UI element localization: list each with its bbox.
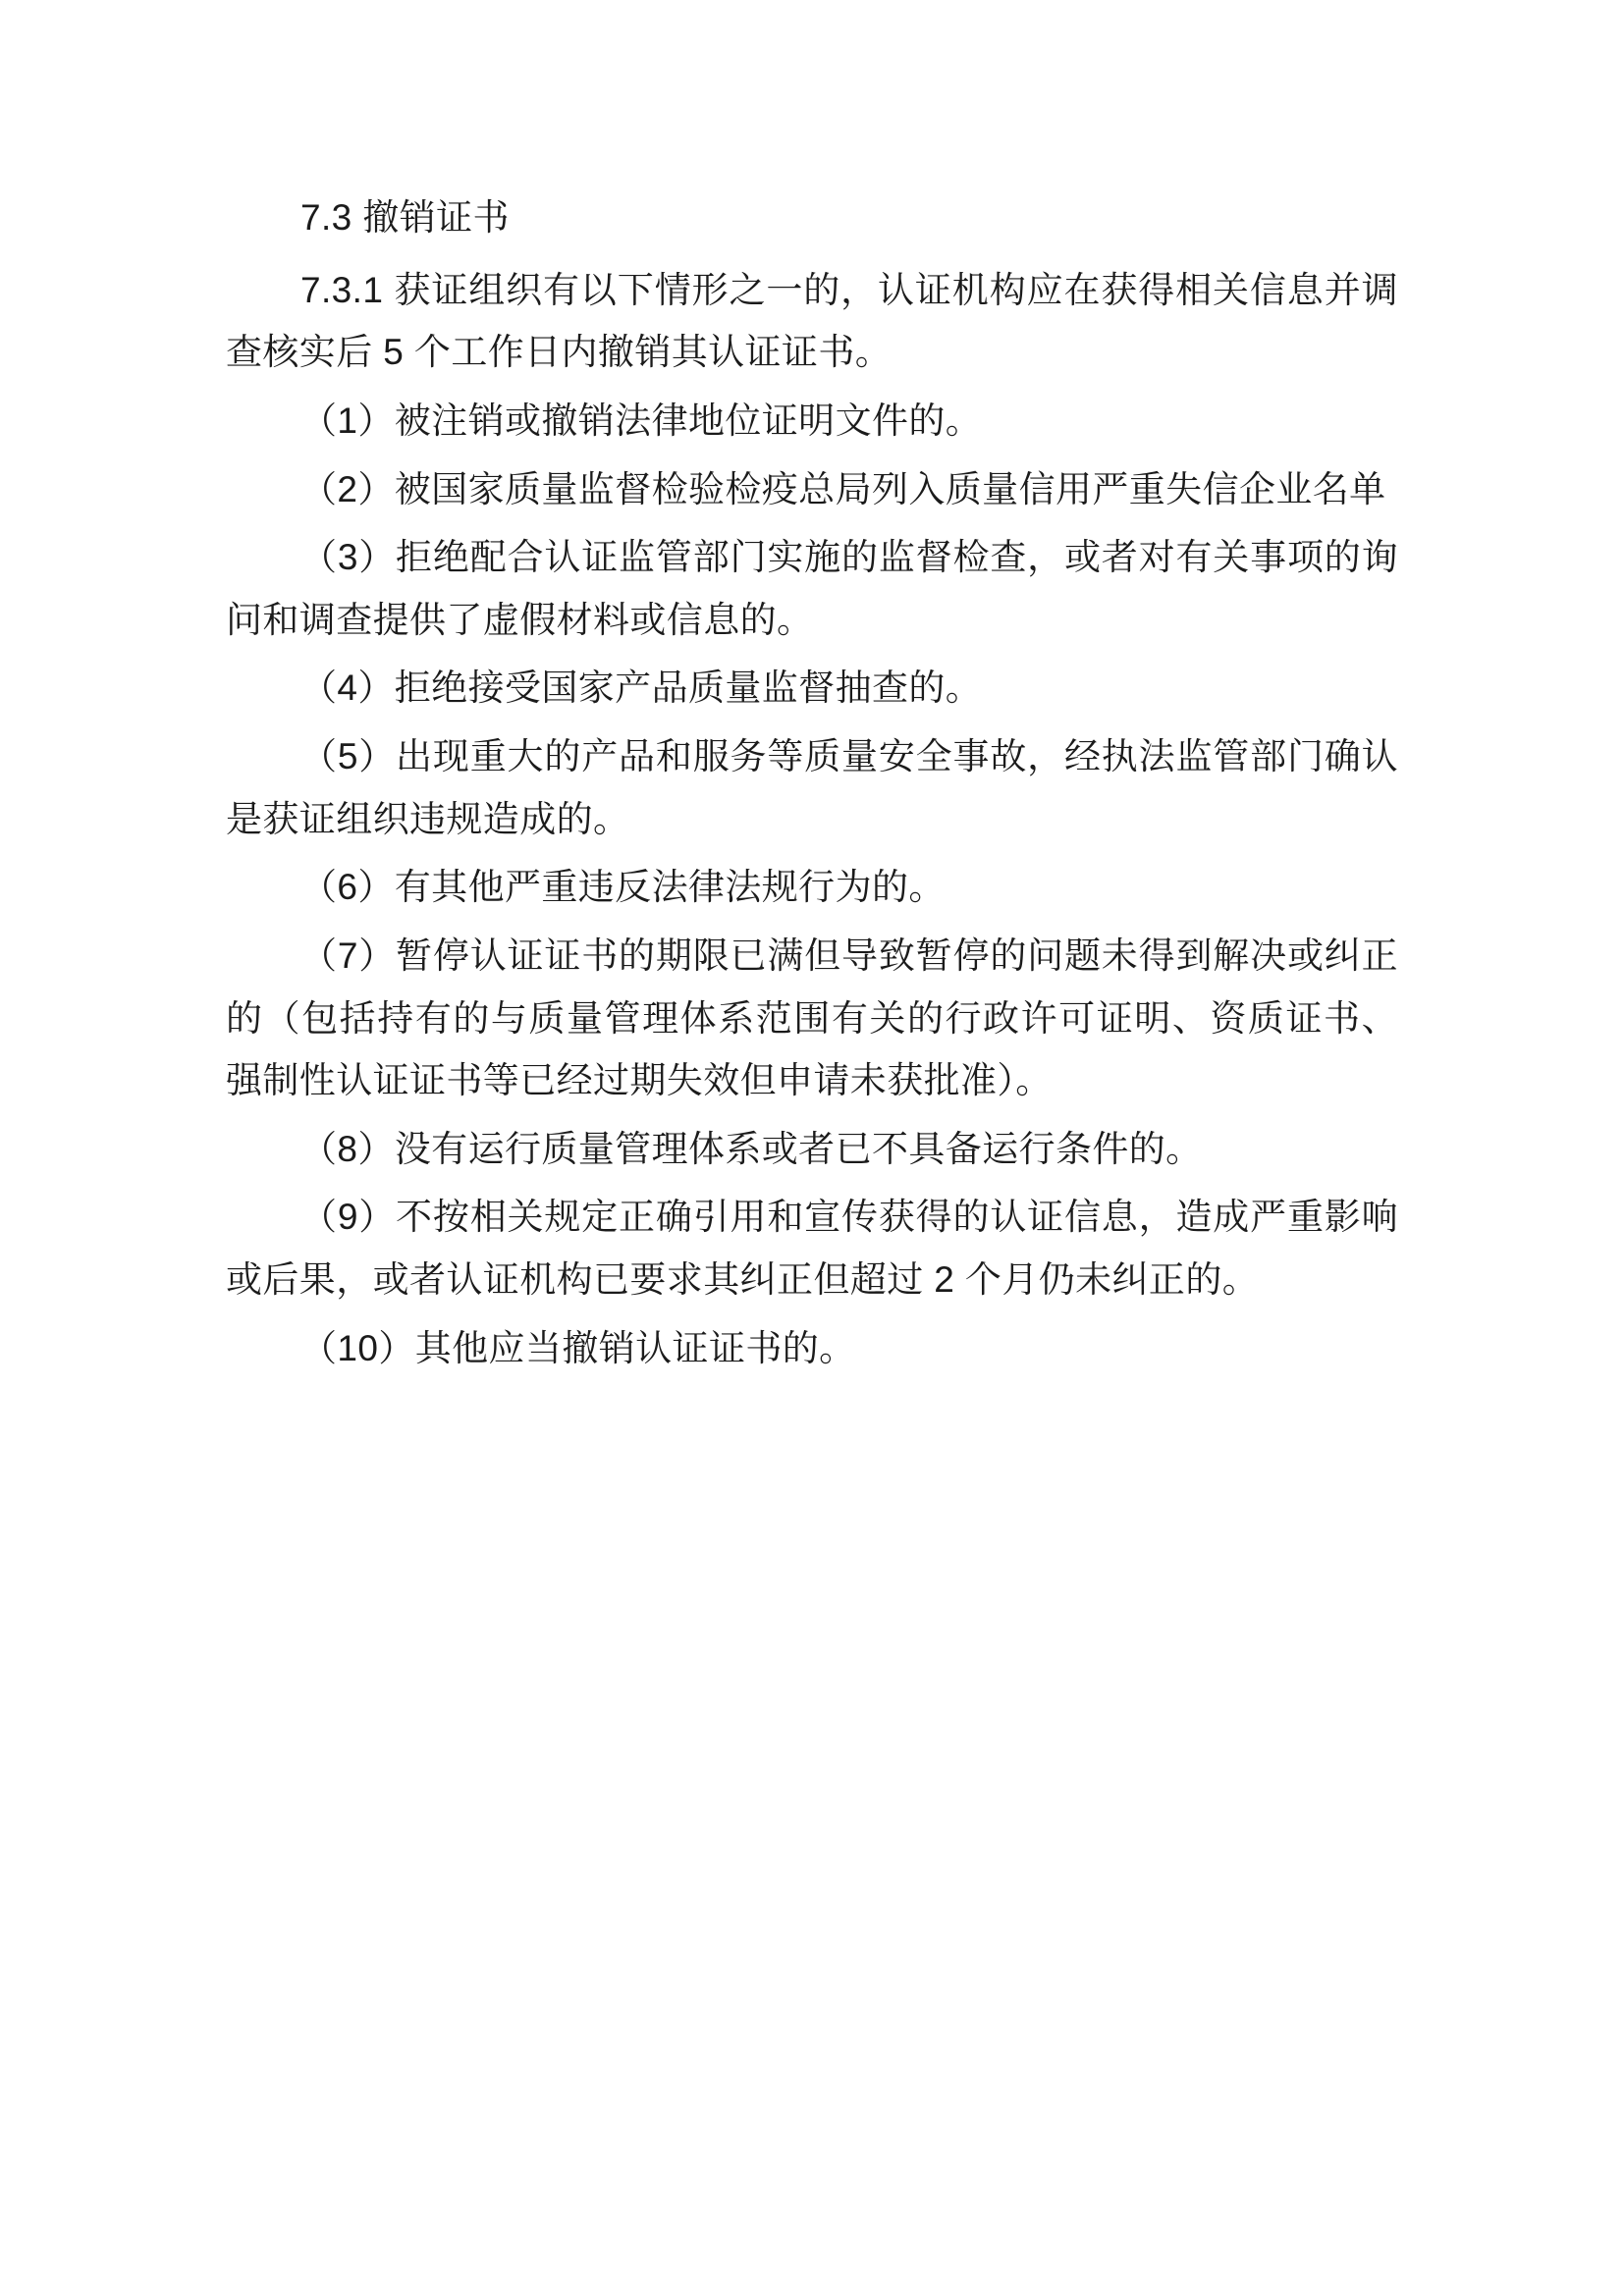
list-item-8: （8）没有运行质量管理体系或者已不具备运行条件的。	[300, 1128, 1203, 1169]
list-item-6: （6）有其他严重违反法律法规行为的。	[300, 867, 946, 908]
list-item-7: （7）暂停认证证书的期限已满但导致暂停的问题未得到解决或纠正的（包括持有的与质量管理体系范围有关的行政许可证明、资质证书、强制性认证证书等已经过期失效但申请未获批准）。	[226, 934, 1398, 1101]
section-heading: 7.3 撤销证书	[300, 197, 510, 238]
list-item-1: （1）被注销或撤销法律地位证明文件的。	[300, 400, 983, 441]
list-item-2: （2）被国家质量监督检验检疫总局列入质量信用严重失信企业名单	[300, 468, 1386, 509]
list-item-4: （4）拒绝接受国家产品质量监督抽查的。	[300, 667, 983, 709]
list-item-9: （9）不按相关规定正确引用和宣传获得的认证信息，造成严重影响或后果，或者认证机构已要求其纠正但超过 2 个月仍未纠正的。	[226, 1197, 1398, 1300]
list-item-10: （10）其他应当撤销认证证书的。	[300, 1327, 856, 1368]
list-item-3: （3）拒绝配合认证监管部门实施的监督检查，或者对有关事项的询问和调查提供了虚假材料或信息的。	[226, 537, 1398, 640]
document-body	[226, 187, 1398, 1379]
clause-paragraph-7-3-1: 7.3.1 获证组织有以下情形之一的，认证机构应在获得相关信息并调查核实后 5 个工作日内撤销其认证证书。	[226, 269, 1398, 373]
list-item-5: （5）出现重大的产品和服务等质量安全事故，经执法监管部门确认是获证组织违规造成的。	[226, 736, 1398, 839]
